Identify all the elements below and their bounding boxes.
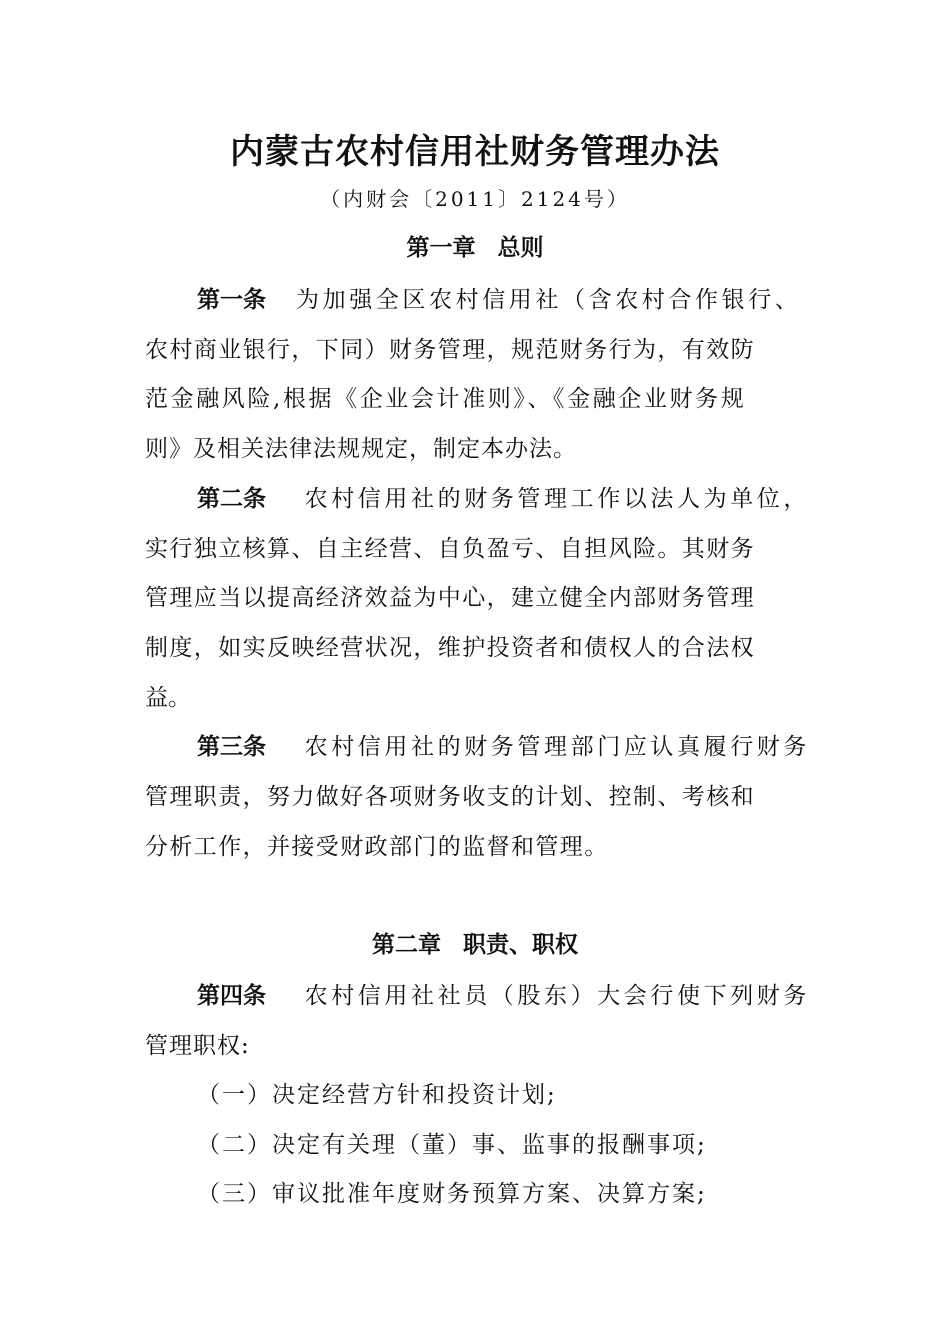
list-item: （三）审议批准年度财务预算方案、决算方案; (197, 1181, 707, 1207)
article-line (145, 531, 810, 567)
article-first-line (197, 481, 810, 517)
article-first-line (197, 978, 810, 1014)
article-line (145, 431, 810, 467)
line-text: 则》及相关法律法规规定，制定本办法。 (145, 436, 577, 462)
line-text: 益。 (145, 685, 191, 711)
article-line (145, 829, 810, 865)
chapter-heading (0, 230, 950, 266)
chapter-number: 第一章 (406, 235, 476, 261)
document-number: （内财会〔2011〕2124号） (320, 187, 630, 211)
line-text: 为加强全区农村信用社（含农村合作银行、 (296, 287, 802, 313)
chapter-number: 第二章 (372, 932, 441, 958)
article-first-line (197, 729, 810, 765)
chapter-title: 总则 (497, 235, 544, 261)
article-line (145, 680, 810, 716)
line-text: 农村信用社的财务管理工作以法人为单位， (304, 486, 810, 512)
article-line (145, 332, 810, 368)
line-text: 分析工作，并接受财政部门的监督和管理。 (145, 834, 609, 860)
document-title: 内蒙古农村信用社财务管理办法 (230, 132, 720, 172)
line-text: 管理职权: (145, 1033, 250, 1059)
article-line (145, 1028, 810, 1064)
article-label: 第二条 (197, 486, 266, 512)
line-text: 农村商业银行，下同）财务管理，规范财务行为，有效防 (145, 337, 755, 363)
line-text: 范金融风险,根据《企业会计准则》、《金融企业财务规 (145, 386, 747, 412)
article-first-line (197, 282, 810, 318)
chapter-title: 职责、职权 (463, 932, 578, 958)
line-text: 农村信用社的财务管理部门应认真履行财务 (304, 734, 810, 760)
chapter-heading (0, 927, 950, 963)
article-line (145, 630, 810, 666)
line-text: 实行独立核算、自主经营、自负盈亏、自担风险。其财务 (145, 536, 755, 562)
line-text: 管理职责，努力做好各项财务收支的计划、控制、考核和 (145, 784, 755, 810)
article-label: 第一条 (197, 287, 266, 313)
line-text: 管理应当以提高经济效益为中心，建立健全内部财务管理 (145, 585, 755, 611)
article-label: 第四条 (197, 983, 266, 1009)
article-line (145, 580, 810, 616)
article-line (145, 779, 810, 815)
article-text (296, 282, 810, 318)
line-text: 农村信用社社员（股东）大会行使下列财务 (304, 983, 810, 1009)
article-line (145, 381, 810, 417)
line-text: 制度，如实反映经营状况，维护投资者和债权人的合法权 (145, 635, 755, 661)
list-item: （二）决定有关理（董）事、监事的报酬事项; (197, 1132, 707, 1158)
list-item: （一）决定经营方针和投资计划; (197, 1082, 557, 1108)
article-label: 第三条 (197, 734, 266, 760)
